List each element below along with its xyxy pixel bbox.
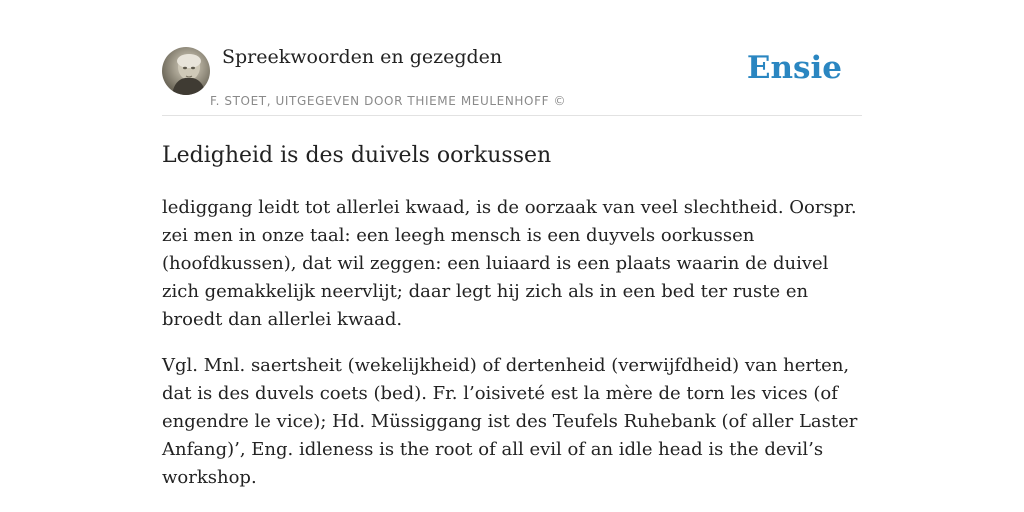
entry-card [162,40,862,492]
entry-paragraph: lediggang leidt tot allerlei kwaad, is de oorzaak van veel slechtheid. Oorspr. zei men in onze taal: een leegh mensch is een duyvels oorkussen (hoofdkussen), dat wil zeggen: een luiaard is een plaats waarin de duivel zich gemakkelijk neervlijt; daar legt hij zich als in een bed ter ruste en broedt dan allerlei kwaad. [162,197,857,330]
brand-logo[interactable]: Ensie [746,50,842,86]
source-title[interactable]: Spreekwoorden en gezegden [222,46,503,68]
source-header [162,40,862,116]
author-portrait-icon[interactable] [162,47,210,95]
publisher-credit: F. STOET, UITGEGEVEN DOOR THIEME MEULENHOFF © [210,94,567,108]
entry-title: Ledigheid is des duivels oorkussen [162,143,552,168]
entry-paragraph: Vgl. Mnl. saertsheit (wekelijkheid) of dertenheid (verwijfdheid) van herten, dat is des duvels coets (bed). Fr. l’oisiveté est la mère de torn les vices (of engendre le vice); Hd. Müssiggang ist des Teufels Ruhebank (of aller Laster Anfang)’, Eng. idleness is the root of all evil of an idle head is the devil’s workshop. [162,355,858,488]
